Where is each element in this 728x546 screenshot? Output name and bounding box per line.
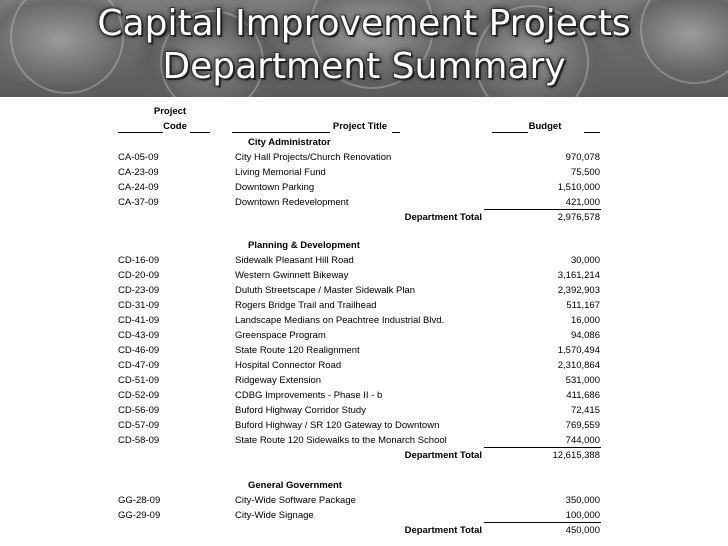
section-heading: Planning & Development — [248, 240, 360, 251]
row-budget: 2,392,903 — [557, 285, 600, 296]
row-title: Downtown Redevelopment — [235, 197, 349, 208]
header-underline — [392, 132, 400, 133]
column-header-code: Code — [163, 121, 187, 132]
row-title: City-Wide Signage — [235, 510, 314, 521]
row-title: Rogers Bridge Trail and Trailhead — [235, 300, 377, 311]
section-heading: City Administrator — [248, 137, 331, 148]
row-title: City Hall Projects/Church Renovation — [235, 152, 392, 163]
row-budget: 94,086 — [570, 330, 600, 341]
row-title: State Route 120 Sidewalks to the Monarch School — [235, 435, 447, 446]
department-total-label: Department Total — [404, 450, 482, 461]
subtotal-rule — [484, 447, 601, 448]
subtotal-rule — [484, 209, 601, 210]
row-code: CA-37-09 — [118, 197, 159, 208]
row-code: CD-51-09 — [118, 375, 160, 386]
row-title: Hospital Connector Road — [235, 360, 342, 371]
row-code: CD-43-09 — [118, 330, 160, 341]
row-code: CD-57-09 — [118, 420, 160, 431]
row-budget: 30,000 — [570, 255, 600, 266]
row-title: Buford Highway Corridor Study — [235, 405, 366, 416]
row-code: CA-05-09 — [118, 152, 159, 163]
header-underline — [584, 132, 600, 133]
row-code: CD-16-09 — [118, 255, 160, 266]
subtotal-rule — [484, 522, 601, 523]
row-code: CD-56-09 — [118, 405, 160, 416]
page-subtitle: Department Summary — [162, 46, 566, 87]
section-heading: General Government — [248, 480, 342, 491]
row-budget: 2,310,864 — [557, 360, 600, 371]
row-title: Living Memorial Fund — [235, 167, 326, 178]
row-code: CD-47-09 — [118, 360, 160, 371]
department-total-value: 450,000 — [565, 525, 600, 536]
row-budget: 72,415 — [570, 405, 600, 416]
row-title: CDBG Improvements - Phase II - b — [235, 390, 383, 401]
row-title: Landscape Medians on Peachtree Industrial Blvd. — [235, 315, 445, 326]
row-budget: 531,000 — [565, 375, 600, 386]
header-underline — [232, 132, 330, 133]
row-code: CD-23-09 — [118, 285, 160, 296]
row-title: Western Gwinnett Bikeway — [235, 270, 349, 281]
row-budget: 1,510,000 — [557, 182, 600, 193]
row-code: CD-20-09 — [118, 270, 160, 281]
row-budget: 411,686 — [566, 390, 600, 401]
header-underline — [118, 132, 163, 133]
header-underline — [492, 132, 528, 133]
row-budget: 1,570,494 — [557, 345, 600, 356]
row-budget: 75,500 — [570, 167, 600, 178]
row-code: CD-31-09 — [118, 300, 160, 311]
row-budget: 769,559 — [565, 420, 600, 431]
row-title: State Route 120 Realignment — [235, 345, 360, 356]
row-budget: 100,000 — [565, 510, 600, 521]
column-header-title: Project Title — [332, 121, 388, 132]
department-total-value: 2,976,578 — [557, 212, 600, 223]
row-code: CA-24-09 — [118, 182, 159, 193]
column-header-budget: Budget — [528, 121, 562, 132]
row-title: Duluth Streetscape / Master Sidewalk Plan — [235, 285, 416, 296]
column-header-code-top: Project — [153, 106, 187, 117]
row-title: City-Wide Software Package — [235, 495, 356, 506]
row-budget: 970,078 — [565, 152, 600, 163]
header-underline — [190, 132, 210, 133]
row-title: Sidewalk Pleasant Hill Road — [235, 255, 354, 266]
row-title: Downtown Parking — [235, 182, 315, 193]
department-total-label: Department Total — [404, 212, 482, 223]
row-budget: 744,000 — [565, 435, 600, 446]
row-code: CA-23-09 — [118, 167, 159, 178]
row-code: GG-28-09 — [118, 495, 161, 506]
row-code: GG-29-09 — [118, 510, 161, 521]
row-code: CD-46-09 — [118, 345, 160, 356]
row-budget: 3,161,214 — [557, 270, 600, 281]
row-code: CD-41-09 — [118, 315, 160, 326]
row-title: Buford Highway / SR 120 Gateway to Downtown — [235, 420, 440, 431]
row-budget: 16,000 — [570, 315, 600, 326]
row-title: Ridgeway Extension — [235, 375, 322, 386]
row-budget: 350,000 — [565, 495, 600, 506]
row-code: CD-58-09 — [118, 435, 160, 446]
row-code: CD-52-09 — [118, 390, 160, 401]
department-total-label: Department Total — [404, 525, 482, 536]
row-title: Greenspace Program — [235, 330, 326, 341]
page-title: Capital Improvement Projects — [97, 3, 631, 44]
row-budget: 421,000 — [565, 197, 600, 208]
department-total-value: 12,615,388 — [552, 450, 600, 461]
row-budget: 511,167 — [566, 300, 600, 311]
